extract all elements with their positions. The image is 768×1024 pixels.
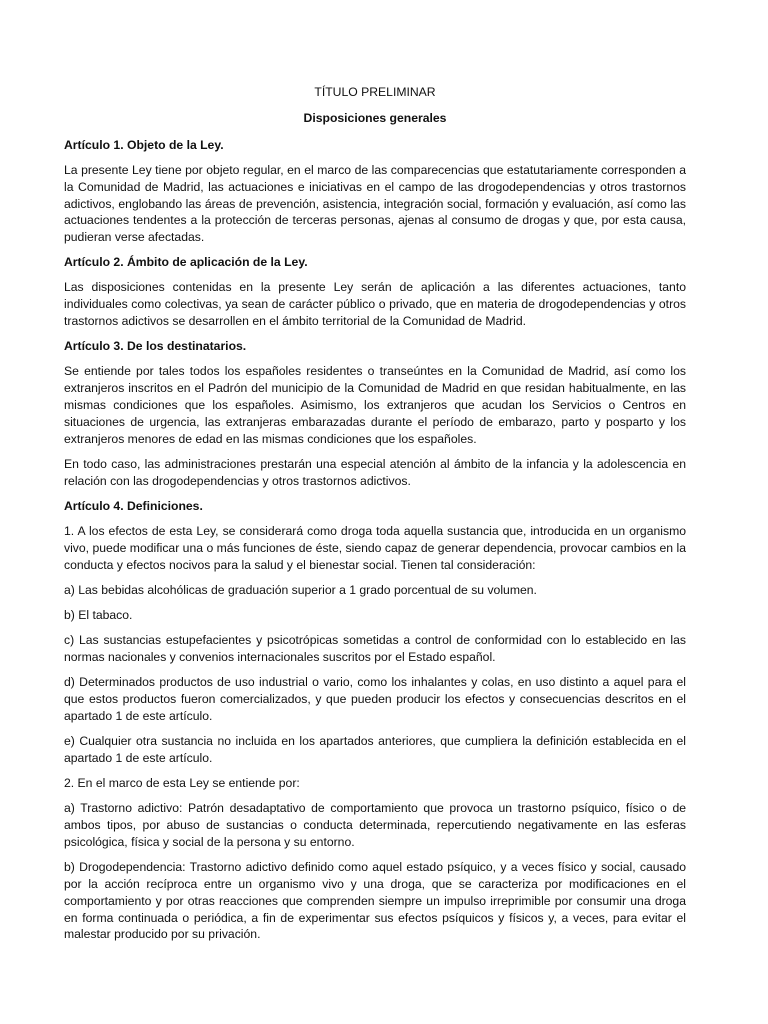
- article-paragraph: a) Las bebidas alcohólicas de graduación superior a 1 grado porcentual de su volumen.: [64, 582, 537, 597]
- article-paragraph: Se entiende por tales todos los españoles residentes o transeúntes en la Comunidad de Madrid, así como los extranjeros inscritos en el Padrón del municipio de la Comunidad de Madrid en que residan habitualmente, en las mismas condiciones que los españoles. Asimismo, los extranjeros que acudan los Servicios o Centros en situaciones de urgencia, las extranjeras embarazadas durante el período de embarazo, parto y posparto y los extranjeros menores de edad en las mismas condiciones que los españoles.: [64, 364, 686, 446]
- document-title: TÍTULO PRELIMINAR: [314, 85, 436, 99]
- article-4: [64, 498, 686, 943]
- article-paragraph: En todo caso, las administraciones prestarán una especial atención al ámbito de la infancia y la adolescencia en relación con las drogodependencias y otros trastornos adictivos.: [64, 456, 686, 488]
- article-2: [64, 254, 686, 330]
- article-paragraph: e) Cualquier otra sustancia no incluida en los apartados anteriores, que cumpliera la definición establecida en el apartado 1 de este artículo.: [64, 733, 686, 765]
- article-heading: Artículo 3. De los destinatarios.: [64, 339, 247, 354]
- article-paragraph: b) El tabaco.: [64, 607, 133, 622]
- article-heading: Artículo 4. Definiciones.: [64, 498, 203, 513]
- article-paragraph: La presente Ley tiene por objeto regular, en el marco de las comparecencias que estatutariamente corresponden a la Comunidad de Madrid, las actuaciones e iniciativas en el campo de las drogodependencias y otros trastornos adictivos, englobando las áreas de prevención, asistencia, integración social, formación y evaluación, así como las actuaciones tendentes a la protección de terceras personas, ajenas al consumo de drogas y que, por esta causa, pudieran verse afectadas.: [64, 162, 686, 245]
- article-heading: Artículo 2. Ámbito de aplicación de la Ley.: [64, 255, 308, 270]
- article-paragraph: a) Trastorno adictivo: Patrón desadaptativo de comportamiento que provoca un trastorno psíquico, físico o de ambos tipos, por abuso de sustancias o conducta determinada, repercutiendo negativamente en las esferas psicológica, física y social de la persona y su entorno.: [64, 800, 686, 849]
- article-paragraph: b) Drogodependencia: Trastorno adictivo definido como aquel estado psíquico, y a veces físico y social, causado por la acción recíproca entre un organismo vivo y una droga, que se caracteriza por modificaciones en el comportamiento y por otras reacciones que comprenden siempre un impulso irreprimible por consumir una droga en forma continuada o periódica, a fin de experimentar sus efectos psíquicos y físicos y, a veces, para evitar el malestar producido por su privación.: [64, 859, 686, 942]
- article-paragraph: d) Determinados productos de uso industrial o vario, como los inhalantes y colas, en uso distinto a aquel para el que estos productos fueron comercializados, y que pueden producir los efectos y consecuencias descritos en el apartado 1 de este artículo.: [64, 674, 686, 723]
- article-3: [64, 338, 686, 489]
- article-paragraph: 2. En el marco de esta Ley se entiende por:: [64, 775, 300, 790]
- article-paragraph: Las disposiciones contenidas en la presente Ley serán de aplicación a las diferentes actuaciones, tanto individuales como colectivas, ya sean de carácter público o privado, que en materia de drogodependencias y otros trastornos adictivos se desarrollen en el ámbito territorial de la Comunidad de Madrid.: [64, 280, 686, 329]
- document-subtitle: Disposiciones generales: [303, 111, 447, 126]
- document-page: [64, 84, 686, 952]
- article-heading: Artículo 1. Objeto de la Ley.: [64, 137, 224, 152]
- article-paragraph: c) Las sustancias estupefacientes y psicotrópicas sometidas a control de conformidad con lo establecido en las normas nacionales y convenios internacionales suscritos por el Estado español.: [64, 632, 686, 664]
- article-paragraph: 1. A los efectos de esta Ley, se considerará como droga toda aquella sustancia que, introducida en un organismo vivo, puede modificar una o más funciones de éste, siendo capaz de generar dependencia, provocar cambios en la conducta y efectos nocivos para la salud y el bienestar social. Tienen tal consideración:: [64, 523, 686, 572]
- article-1: [64, 137, 686, 246]
